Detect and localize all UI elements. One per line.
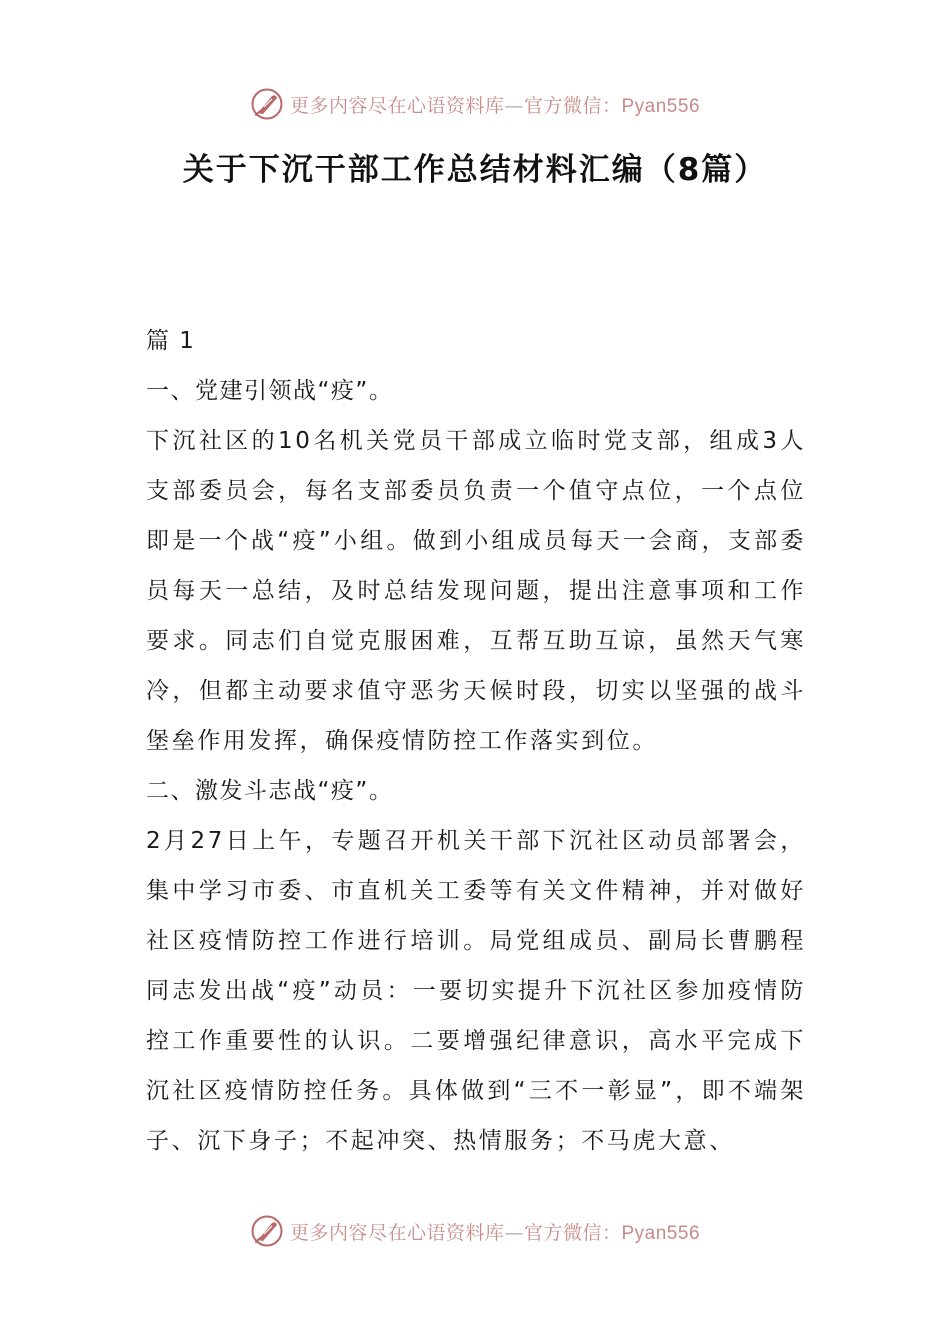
document-body	[146, 316, 806, 1166]
heading-1: 一、党建引领战“疫”。	[146, 378, 394, 404]
header-watermark	[0, 84, 950, 124]
quill-pen-logo-icon	[250, 87, 284, 121]
watermark-text: 更多内容尽在心语资料库—官方微信：Pyan556	[289, 1221, 701, 1244]
quill-pen-logo-icon	[250, 1214, 284, 1248]
footer-watermark	[0, 1211, 950, 1251]
paragraph-1: 下沉社区的10名机关党员干部成立临时党支部，组成3人支部委员会，每名支部委员负责一个值守点位，一个点位即是一个战“疫”小组。做到小组成员每天一会商，支部委员每天一总结，及时总结发现问题，提出注意事项和工作要求。同志们自觉克服困难，互帮互助互谅，虽然天气寒冷，但都主动要求值守恶劣天候时段，切实以坚强的战斗堡垒作用发挥，确保疫情防控工作落实到位。	[146, 428, 806, 754]
heading-2: 二、激发斗志战“疫”。	[146, 778, 394, 804]
paragraph-2: 2月27日上午，专题召开机关干部下沉社区动员部署会，集中学习市委、市直机关工委等有关文件精神，并对做好社区疫情防控工作进行培训。局党组成员、副局长曹鹏程同志发出战“疫”动员：一要切实提升下沉社区参加疫情防控工作重要性的认识。二要增强纪律意识，高水平完成下沉社区疫情防控任务。具体做到“三不一彰显”，即不端架子、沉下身子；不起冲突、热情服务；不马虎大意、	[146, 828, 806, 1154]
document-title: 关于下沉干部工作总结材料汇编（8篇）	[182, 152, 768, 188]
watermark-text: 更多内容尽在心语资料库—官方微信：Pyan556	[289, 94, 701, 117]
section-label: 篇 1	[146, 328, 196, 354]
